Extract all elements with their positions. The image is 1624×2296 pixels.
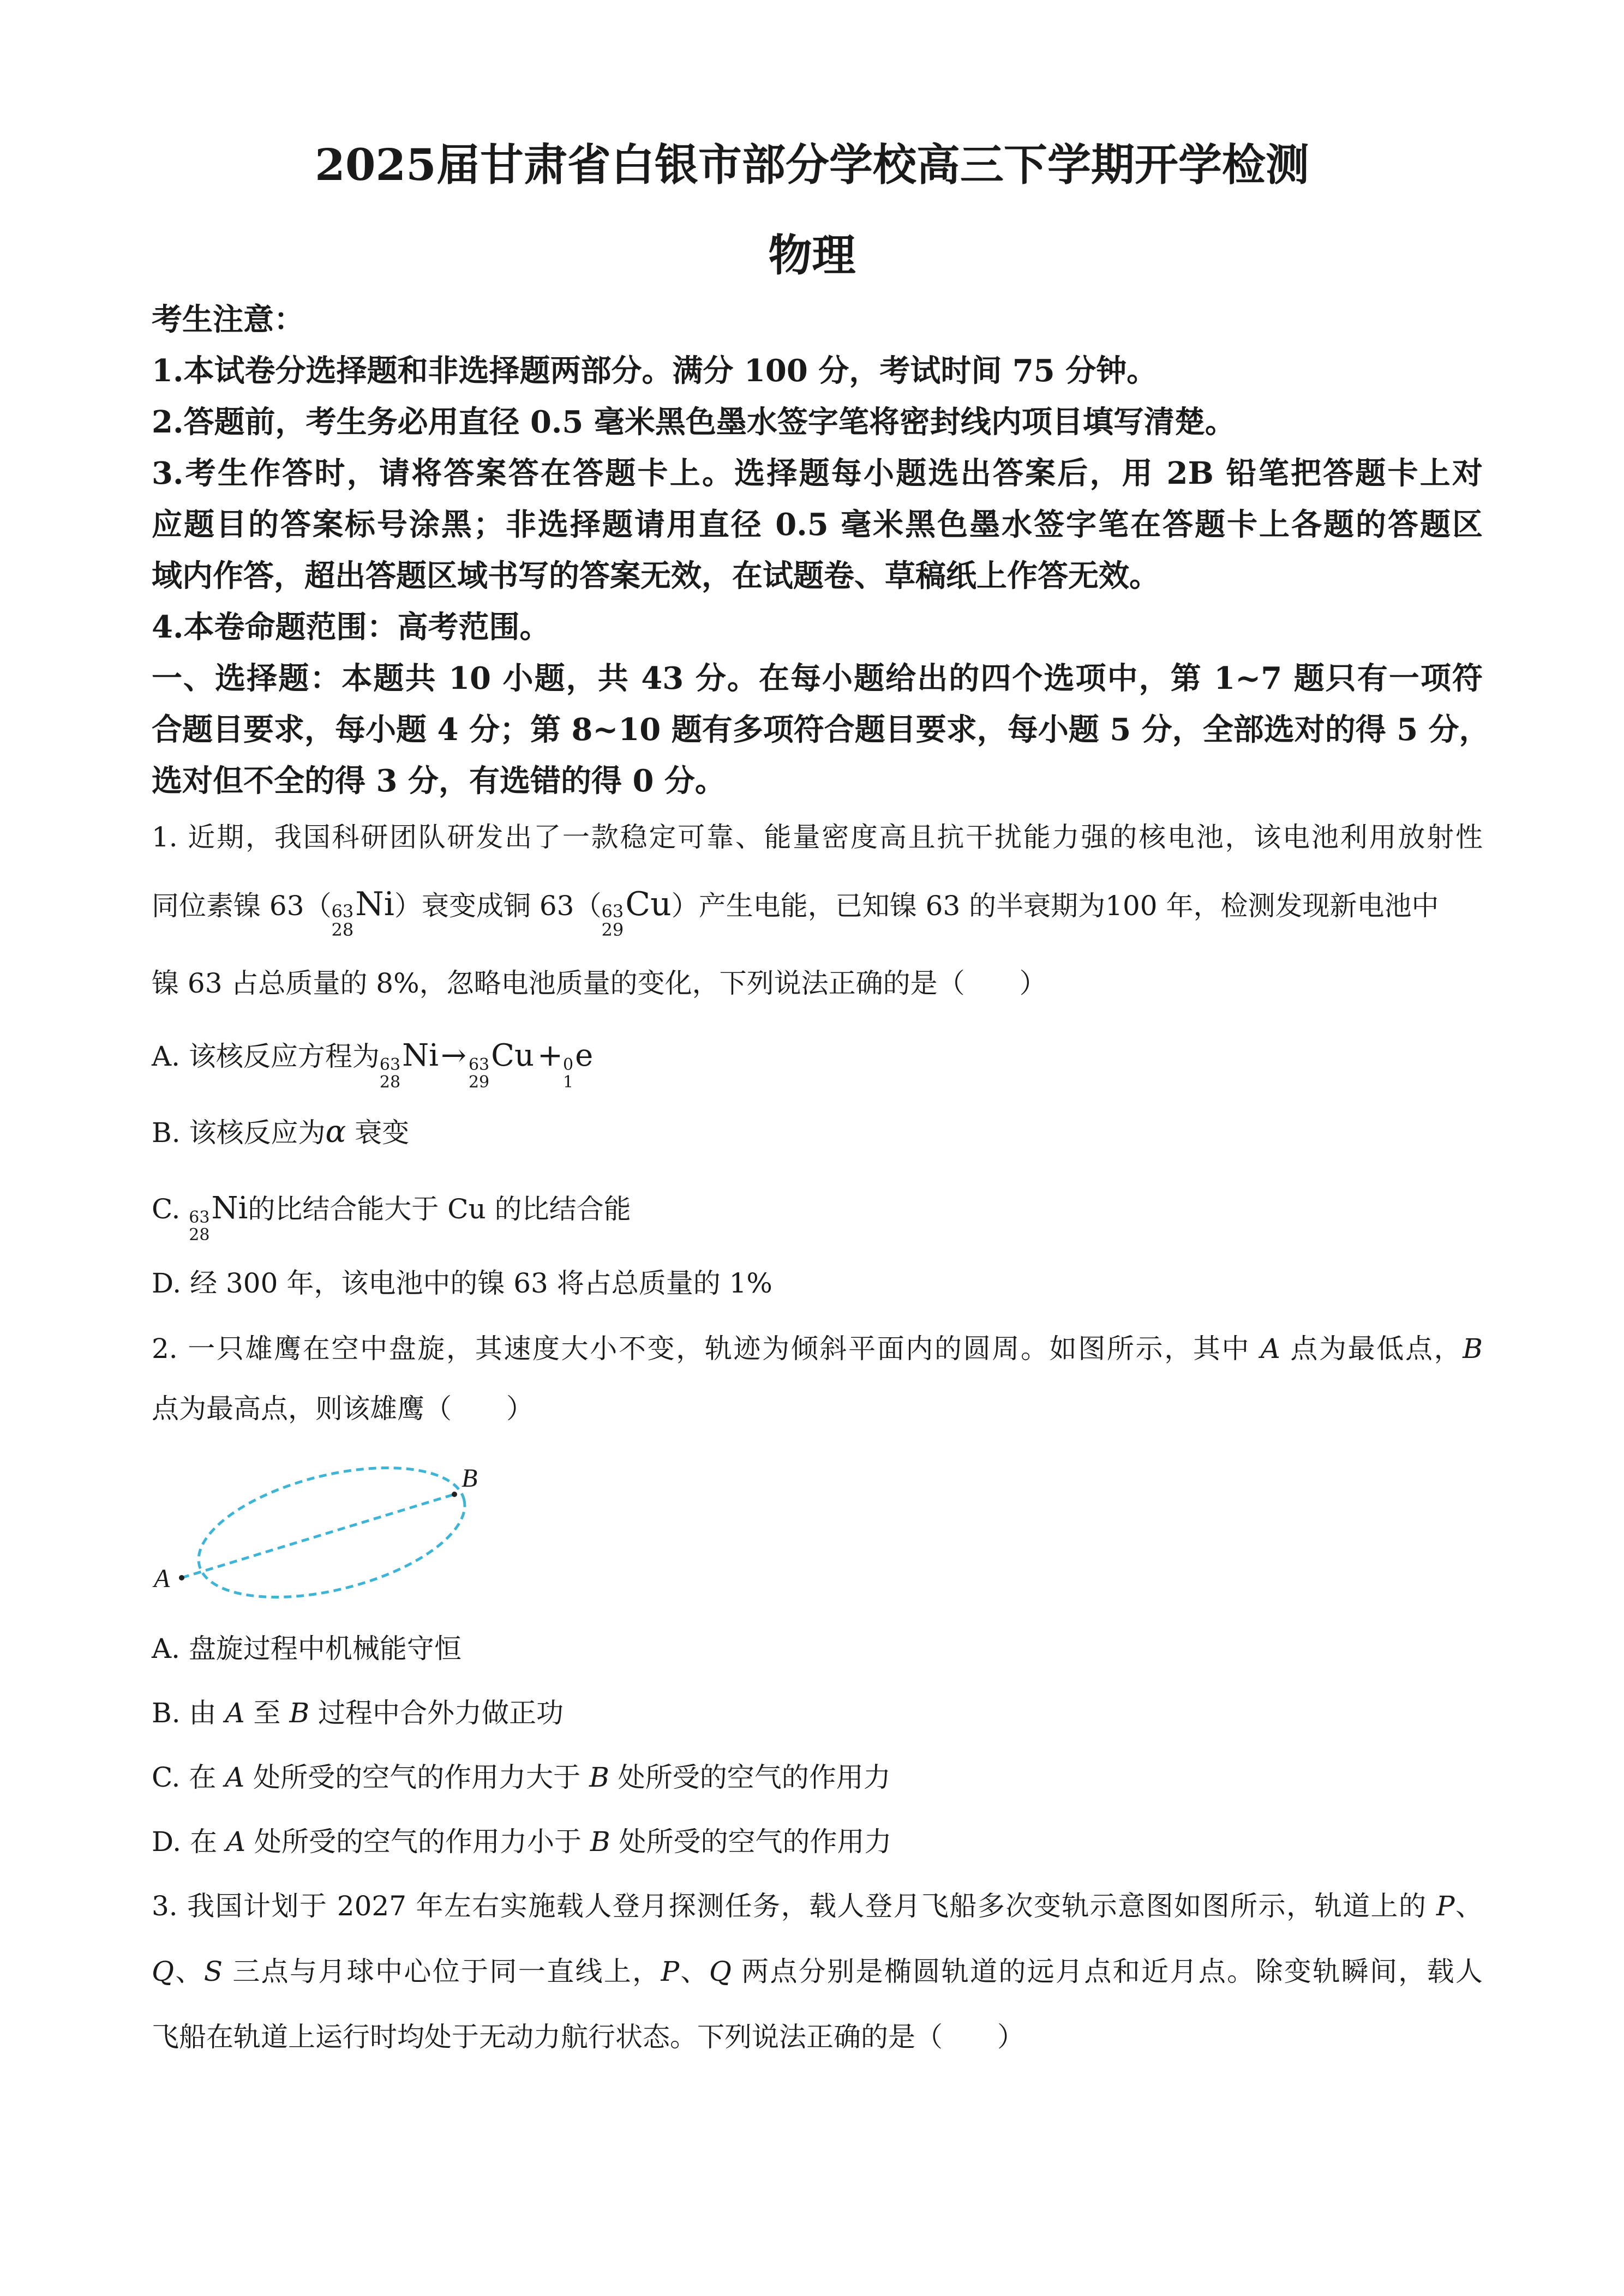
q2-option-a: A. 盘旋过程中机械能守恒: [152, 1633, 462, 1664]
q2-stem-line2: 点为最高点，则该雄鹰（ ）: [152, 1393, 534, 1425]
ni-symbol: Ni: [355, 885, 394, 923]
point-a-label: A: [225, 1697, 245, 1729]
section1-line3: 选对但不全的得 3 分，有选错的得 0 分。: [152, 763, 726, 799]
e-atomic: 1: [562, 1072, 574, 1092]
point-s-label: S: [203, 1956, 223, 1987]
q2-option-c-text: 处所受的空气的作用力大于: [244, 1762, 590, 1793]
q1-option-d: D. 经 300 年，该电池中的镍 63 将占总质量的 1%: [152, 1267, 772, 1299]
q3-text: 3. 我国计划于 2027 年左右实施载人登月探测任务，载人登月飞船多次变轨示意图如图所示，轨道上的: [152, 1890, 1436, 1922]
q2-option-b-text: B. 由: [152, 1697, 225, 1729]
e-mass: 0: [562, 1055, 574, 1074]
q3-text: 三点与月球中心位于同一直线上，: [222, 1956, 661, 1987]
q3-separator: 、: [1454, 1890, 1483, 1922]
point-p-label: P: [1436, 1890, 1455, 1922]
q2-option-b-text: 过程中合外力做正功: [309, 1697, 564, 1729]
notice-heading: 考生注意：: [152, 302, 304, 338]
figure-label-a: A: [154, 1564, 170, 1593]
notice-item-3-line2: 应题目的答案标号涂黑；非选择题请用直径 0.5 毫米黑色墨水签字笔在答题卡上各题的答题区: [152, 507, 1483, 543]
ni-atomic: 28: [331, 919, 354, 940]
point-a-dot: [179, 1575, 184, 1580]
point-a-label: A: [226, 1826, 246, 1858]
eagle-trajectory-figure: [152, 1451, 501, 1614]
q3-separator: 、: [679, 1956, 709, 1987]
q1-option-c-label: C.: [152, 1193, 181, 1225]
alpha-symbol: α: [325, 1114, 346, 1150]
ni-symbol: Ni: [211, 1191, 248, 1226]
point-p-label: P: [661, 1956, 680, 1987]
nuclide-cu: [468, 1038, 535, 1092]
point-b-label: B: [1463, 1333, 1483, 1365]
cu-atomic: 29: [601, 919, 624, 940]
point-a-label: A: [1260, 1333, 1280, 1365]
section1-line1: 一、选择题：本题共 10 小题，共 43 分。在每小题给出的四个选项中，第 1~7 题只有一项符: [152, 660, 1483, 696]
point-q-label: Q: [152, 1956, 174, 1987]
point-b-label: B: [590, 1826, 610, 1858]
q1-option-b: [152, 1114, 1483, 1150]
ni-symbol: Ni: [402, 1038, 439, 1073]
q2-option-d: [152, 1826, 1483, 1858]
q1-option-b-text: 衰变: [346, 1117, 410, 1149]
q1-option-a: [152, 1038, 1483, 1092]
q1-stem-line2: [152, 885, 1483, 940]
nuclide-ni: [331, 885, 394, 940]
section1-line2: 合题目要求，每小题 4 分；第 8~10 题有多项符合题目要求，每小题 5 分，全部选对的得 5 分，: [152, 712, 1490, 748]
q2-text: 点为最低点，: [1280, 1333, 1463, 1365]
ni-mass: 63: [331, 901, 354, 922]
q1-text: 同位素镍 63（: [152, 890, 332, 922]
reaction-arrow: →: [441, 1038, 466, 1073]
q2-option-b-text: 至: [244, 1697, 290, 1729]
cu-mass: 63: [468, 1055, 490, 1074]
q2-option-d-text: D. 在: [152, 1826, 226, 1858]
cu-symbol: Cu: [625, 885, 672, 923]
notice-item-2: 2.答题前，考生务必用直径 0.5 毫米黑色墨水签字笔将密封线内项目填写清楚。: [152, 404, 1236, 440]
q3-stem-line2: [152, 1958, 1483, 1985]
nuclide-cu: [601, 885, 672, 940]
ni-mass: 63: [189, 1208, 210, 1227]
q1-option-c-text: 的比结合能大于 Cu 的比结合能: [248, 1193, 631, 1225]
q3-stem-line3: 飞船在轨道上运行时均处于无动力航行状态。下列说法正确的是（ ）: [152, 2021, 1024, 2053]
q3-stem-line1: [152, 1892, 1483, 1920]
point-b-label: B: [289, 1697, 310, 1729]
ni-atomic: 28: [379, 1072, 401, 1092]
ni-atomic: 28: [189, 1225, 210, 1245]
q1-option-c: [152, 1193, 1483, 1243]
cu-mass: 63: [601, 901, 624, 922]
q2-option-b: [152, 1699, 1483, 1727]
q2-text: 2. 一只雄鹰在空中盘旋，其速度大小不变，轨迹为倾斜平面内的圆周。如图所示，其中: [152, 1333, 1261, 1365]
q1-option-a-label: A. 该核反应方程为: [152, 1041, 380, 1072]
nuclide-e: [562, 1038, 594, 1092]
notice-item-3-line3: 域内作答，超出答题区域书写的答案无效，在试题卷、草稿纸上作答无效。: [152, 558, 1160, 594]
ni-mass: 63: [379, 1055, 401, 1074]
q2-option-c: [152, 1764, 1483, 1791]
q1-stem-line3: 镍 63 占总质量的 8%，忽略电池质量的变化，下列说法正确的是（ ）: [152, 967, 1047, 999]
figure-label-b: B: [462, 1464, 478, 1493]
q2-option-d-text: 处所受的空气的作用力: [610, 1826, 892, 1858]
cu-atomic: 29: [468, 1072, 490, 1092]
q1-stem-line1: 1. 近期，我国科研团队研发出了一款稳定可靠、能量密度高且抗干扰能力强的核电池，该电池利用放射性: [152, 821, 1483, 853]
q1-text: ）产生电能，已知镍 63 的半衰期为100 年，检测发现新电池中: [671, 890, 1439, 922]
point-q-label: Q: [709, 1956, 732, 1987]
q3-separator: 、: [174, 1956, 204, 1987]
subject-title: 物理: [768, 230, 856, 281]
q2-stem-line1: [152, 1333, 1483, 1365]
q1-option-b-text: B. 该核反应为: [152, 1117, 326, 1149]
cu-symbol: Cu: [491, 1038, 535, 1073]
e-symbol: e: [575, 1038, 594, 1073]
diameter-line: [182, 1494, 454, 1578]
point-b-dot: [452, 1492, 457, 1497]
nuclide-ni: [189, 1193, 248, 1243]
nuclide-ni: [379, 1038, 439, 1092]
notice-item-4: 4.本卷命题范围：高考范围。: [152, 609, 550, 645]
notice-item-1: 1.本试卷分选择题和非选择题两部分。满分 100 分，考试时间 75 分钟。: [152, 353, 1158, 389]
plus-sign: +: [537, 1038, 563, 1073]
exam-title: 2025届甘肃省白银市部分学校高三下学期开学检测: [315, 139, 1309, 190]
q1-text: ）衰变成铜 63（: [394, 890, 602, 922]
q2-option-d-text: 处所受的空气的作用力小于: [245, 1826, 590, 1858]
notice-item-3-line1: 3.考生作答时，请将答案答在答题卡上。选择题每小题选出答案后，用 2B 铅笔把答题卡上对: [152, 455, 1483, 491]
point-a-label: A: [225, 1762, 245, 1793]
q2-option-c-text: C. 在: [152, 1762, 225, 1793]
q2-option-c-text: 处所受的空气的作用力: [609, 1762, 891, 1793]
q3-text: 两点分别是椭圆轨道的远月点和近月点。除变轨瞬间，载人: [731, 1956, 1483, 1987]
point-b-label: B: [589, 1762, 609, 1793]
